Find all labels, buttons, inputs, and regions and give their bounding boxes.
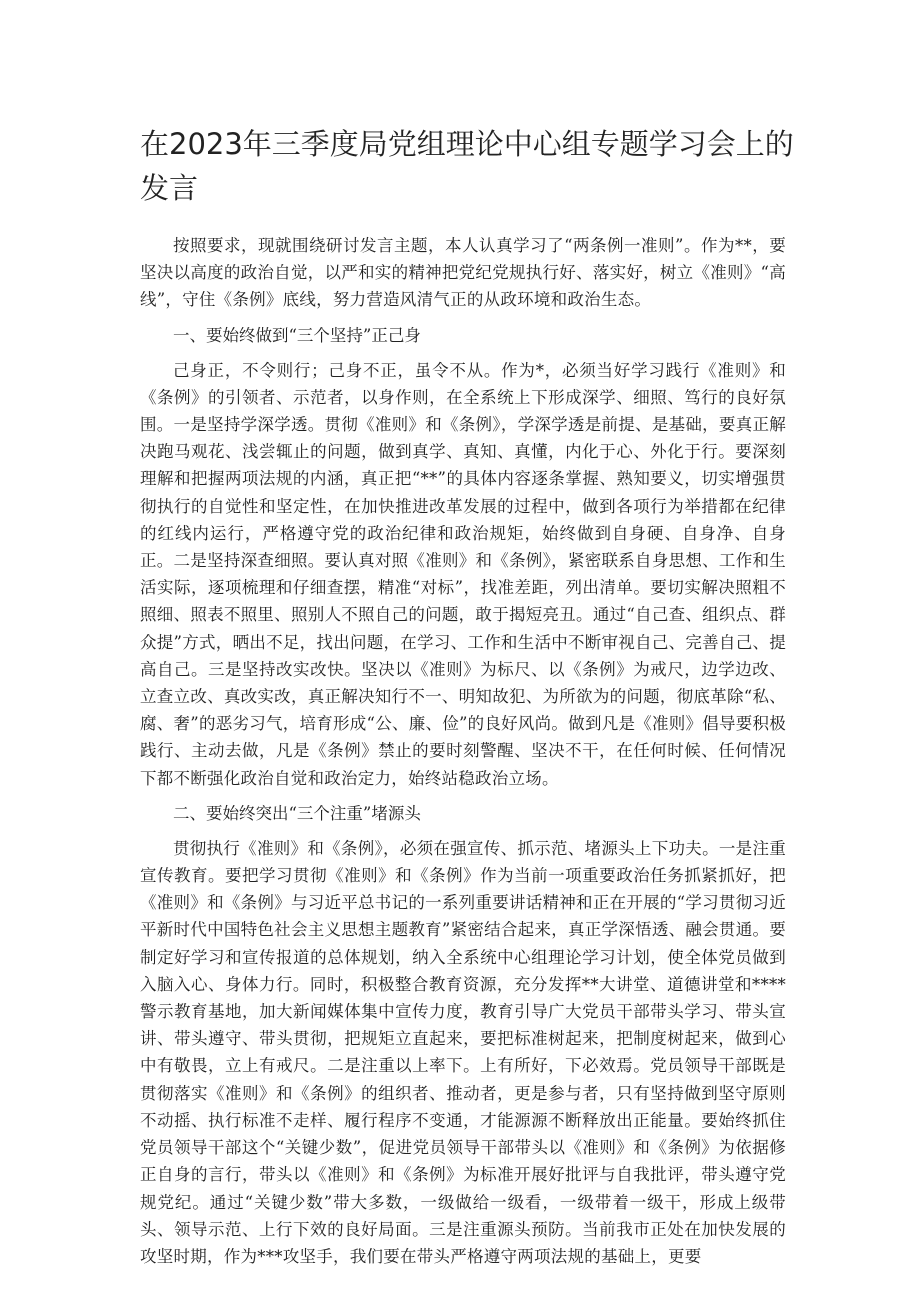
- section-1-paragraph: 己身正，不令则行；己身不正，虽令不从。作为*，必须当好学习践行《准则》和《条例》的引领者、示范者，以身作则，在全系统上下形成深学、细照、笃行的良好氛围。一是坚持学深学透。贯彻《准则》和《条例》，学深学透是前提、是基础，要真正解决跑马观花、浅尝辄止的问题，做到真学、真知、真懂，内化于心、外化于行。要深刻理解和把握两项法规的内涵，真正把“**”的具体内容逐条掌握、熟知要义，切实增强贯彻执行的自觉性和坚定性，在加快推进改革发展的过程中，做到各项行为举措都在纪律的红线内运行，严格遵守党的政治纪律和政治规矩，始终做到自身硬、自身净、自身正。二是坚持深查细照。要认真对照《准则》和《条例》，紧密联系自身思想、工作和生活实际，逐项梳理和仔细查摆，精准“对标”，找准差距，列出清单。要切实解决照粗不照细、照表不照里、照别人不照自己的问题，敢于揭短亮丑。通过“自己查、组织点、群众提”方式，晒出不足，找出问题，在学习、工作和生活中不断审视自己、完善自己、提高自己。三是坚持改实改快。坚决以《准则》为标尺、以《条例》为戒尺，边学边改、立查立改、真改实改，真正解决知行不一、明知故犯、为所欲为的问题，彻底革除“私、腐、奢”的恶劣习气，培育形成“公、廉、俭”的良好风尚。做到凡是《准则》倡导要积极践行、主动去做，凡是《条例》禁止的要时刻警醒、坚决不干，在任何时候、任何情况下都不断强化政治自觉和政治定力，始终站稳政治立场。: [140, 360, 786, 788]
- section-2-heading: 二、要始终突出“三个注重”堵源头: [173, 803, 421, 823]
- document-title: 在2023年三季度局党组理论中心组专题学习会上的发言: [140, 127, 794, 205]
- section-1-heading: 一、要始终做到“三个坚持”正己身: [173, 325, 421, 345]
- intro-paragraph: 按照要求，现就围绕研讨发言主题，本人认真学习了“两条例一准则”。作为**，要坚决以高度的政治自觉，以严和实的精神把党纪党规执行好、落实好，树立《准则》“高线”，守住《条例》底线，努力营造风清气正的从政环境和政治生态。: [140, 236, 786, 310]
- document-body: [140, 232, 786, 1270]
- section-2-paragraph: 贯彻执行《准则》和《条例》，必须在强宣传、抓示范、堵源头上下功夫。一是注重宣传教育。要把学习贯彻《准则》和《条例》作为当前一项重要政治任务抓紧抓好，把《准则》和《条例》与习近平总书记的一系列重要讲话精神和正在开展的“学习贯彻习近平新时代中国特色社会主义思想主题教育”紧密结合起来，真正学深悟透、融会贯通。要制定好学习和宣传报道的总体规划，纳入全系统中心组理论学习计划，使全体党员做到入脑入心、身体力行。同时，积极整合教育资源，充分发挥**大讲堂、道德讲堂和****警示教育基地，加大新闻媒体集中宣传力度，教育引导广大党员干部带头学习、带头宣讲、带头遵守、带头贯彻，把规矩立直起来，要把标准树起来，把制度树起来，做到心中有敬畏，立上有戒尺。二是注重以上率下。上有所好，下必效焉。党员领导干部既是贯彻落实《准则》和《条例》的组织者、推动者，更是参与者，只有坚持做到坚守原则不动摇、执行标准不走样、履行程序不变通，才能源源不断释放出正能量。要始终抓住党员领导干部这个“关键少数”，促进党员领导干部带头以《准则》和《条例》为依据修正自身的言行，带头以《准则》和《条例》为标准开展好批评与自我批评，带头遵守党规党纪。通过“关键少数”带大多数，一级做给一级看，一级带着一级干，形成上级带头、领导示范、上行下效的良好局面。三是注重源头预防。当前我市正处在加快发展的攻坚时期，作为***攻坚手，我们要在带头严格遵守两项法规的基础上，更要: [140, 838, 786, 1266]
